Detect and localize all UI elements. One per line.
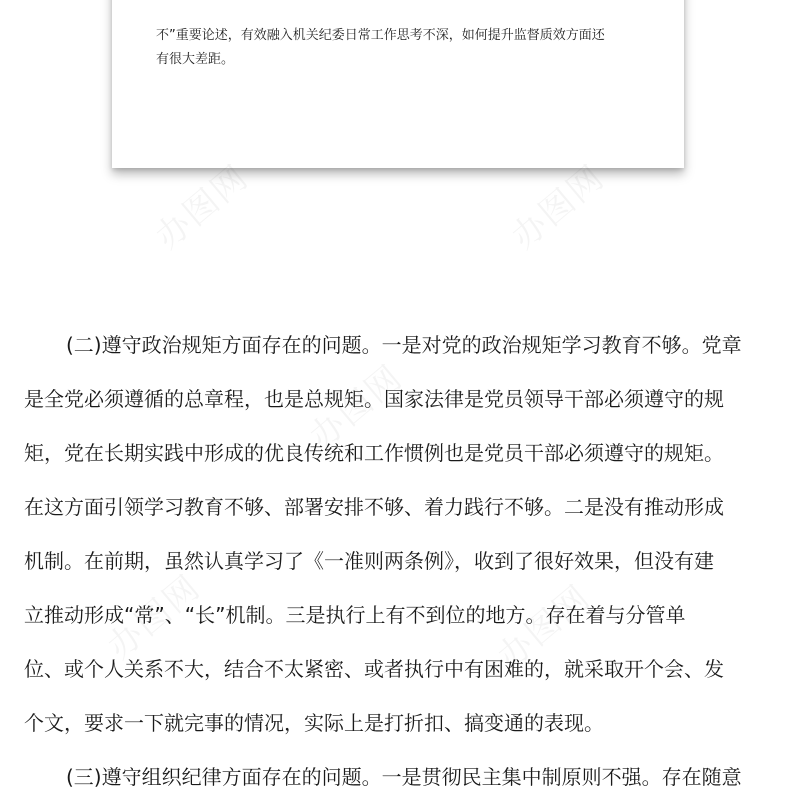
paragraph-line: 位、或个人关系不大，结合不太紧密、或者执行中有困难的，就采取开个会、发 <box>24 657 724 681</box>
paragraph-line: 机制。在前期，虽然认真学习了《一准则两条例》，收到了很好效果，但没有建 <box>24 549 714 573</box>
paragraph-line: (二)遵守政治规矩方面存在的问题。一是对党的政治规矩学习教育不够。党章 <box>66 333 742 357</box>
paragraph-line: 立推动形成“常”、“长”机制。三是执行上有不到位的地方。存在着与分管单 <box>24 603 686 627</box>
card-line: 不”重要论述，有效融入机关纪委日常工作思考不深，如何提升监督质效方面还 <box>156 28 605 43</box>
document-preview-card <box>112 0 684 168</box>
document-body <box>24 318 780 800</box>
card-paragraph <box>156 0 656 72</box>
card-line-partial <box>156 0 656 24</box>
paragraph-line: 在这方面引领学习教育不够、部署安排不够、着力践行不够。二是没有推动形成 <box>24 495 724 519</box>
paragraph-line: 个文，要求一下就完事的情况，实际上是打折扣、搞变通的表现。 <box>24 711 604 735</box>
paragraph-line: 矩，党在长期实践中形成的优良传统和工作惯例也是党员干部必须遵守的规矩。 <box>24 441 724 465</box>
paragraph-line: 是全党必须遵循的总章程，也是总规矩。国家法律是党员领导干部必须遵守的规 <box>24 387 724 411</box>
paragraph-line: (三)遵守组织纪律方面存在的问题。一是贯彻民主集中制原则不强。存在随意 <box>66 765 742 789</box>
card-line: 有很大差距。 <box>156 52 235 67</box>
